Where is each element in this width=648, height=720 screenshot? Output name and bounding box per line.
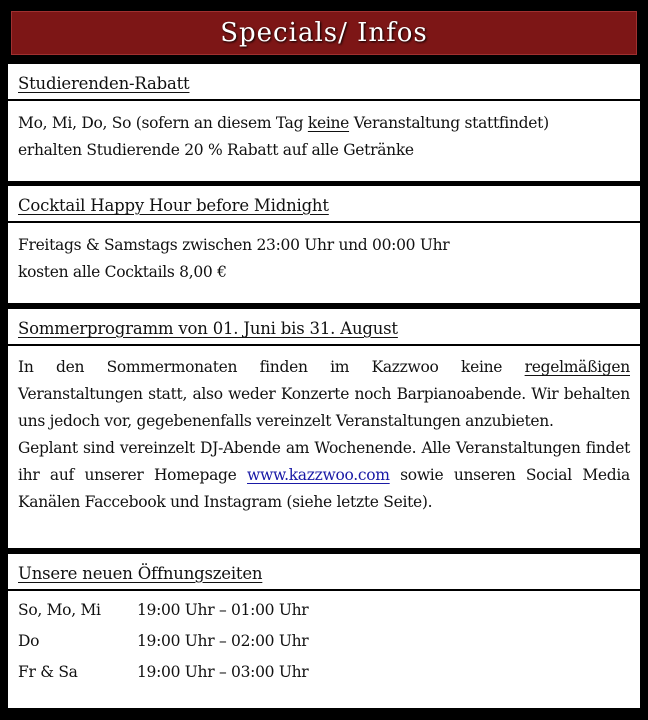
section-oeffnungszeiten — [8, 554, 640, 708]
page-title: Specials/ Infos — [220, 18, 428, 48]
happyhour-line-1: Freitags & Samstags zwischen 23:00 Uhr und 00:00 Uhr — [18, 236, 450, 254]
sommer-text: sowie unseren Social Media Kanälen Faccebook und Instagram (siehe letzte Seite). — [18, 466, 630, 511]
section-title-bar — [8, 564, 640, 591]
section-sommerprogramm — [8, 309, 640, 548]
section-title: Studierenden-Rabatt — [18, 74, 190, 93]
section-title-bar — [8, 319, 640, 346]
header-banner — [8, 8, 640, 58]
section-title: Unsere neuen Öffnungszeiten — [18, 564, 263, 583]
rabatt-line-2: erhalten Studierende 20 % Rabatt auf alle Getränke — [18, 141, 414, 159]
section-body — [18, 110, 630, 164]
emphasis-regelmaessigen: regelmäßigen — [524, 358, 630, 376]
hours-row — [18, 595, 630, 626]
sommer-text: Veranstaltungen statt, also weder Konzerte noch Barpianoabende. Wir behalten uns jedoch vor, gegebenenfalls vereinzelt Veranstaltungen anzubieten. — [18, 385, 630, 430]
happyhour-line-2: kosten alle Cocktails 8,00 € — [18, 263, 227, 281]
section-body — [18, 354, 630, 516]
hours-day: Do — [18, 632, 40, 650]
section-title: Cocktail Happy Hour before Midnight — [18, 196, 329, 215]
section-body — [18, 232, 630, 286]
sommer-text: Geplant sind vereinzelt DJ-Abende am Wochenende. Alle Veranstaltungen findet ihr auf unserer Homepage — [18, 439, 630, 484]
hours-day: So, Mo, Mi — [18, 601, 101, 619]
hours-day: Fr & Sa — [18, 663, 78, 681]
rabatt-text: Veranstaltung stattfindet) — [349, 114, 549, 132]
hours-time: 19:00 Uhr – 02:00 Uhr — [137, 632, 309, 650]
hours-row — [18, 626, 630, 657]
rabatt-text: Mo, Mi, Do, So (sofern an diesem Tag — [18, 114, 308, 132]
emphasis-keine: keine — [307, 114, 350, 132]
hours-time: 19:00 Uhr – 01:00 Uhr — [137, 601, 309, 619]
sommer-paragraph-1 — [18, 354, 630, 435]
hours-table — [18, 595, 630, 688]
section-happy-hour — [8, 186, 640, 303]
section-title-bar — [8, 196, 640, 223]
section-studierenden-rabatt — [8, 64, 640, 181]
rabatt-line-1 — [18, 110, 630, 137]
hours-row — [18, 657, 630, 688]
section-title: Sommerprogramm von 01. Juni bis 31. August — [18, 319, 398, 338]
sommer-paragraph-2 — [18, 435, 630, 516]
sommer-text: In den Sommermonaten finden im Kazzwoo keine — [18, 358, 525, 376]
section-title-bar — [8, 74, 640, 101]
hours-time: 19:00 Uhr – 03:00 Uhr — [137, 663, 309, 681]
homepage-link[interactable]: www.kazzwoo.com — [247, 466, 390, 484]
